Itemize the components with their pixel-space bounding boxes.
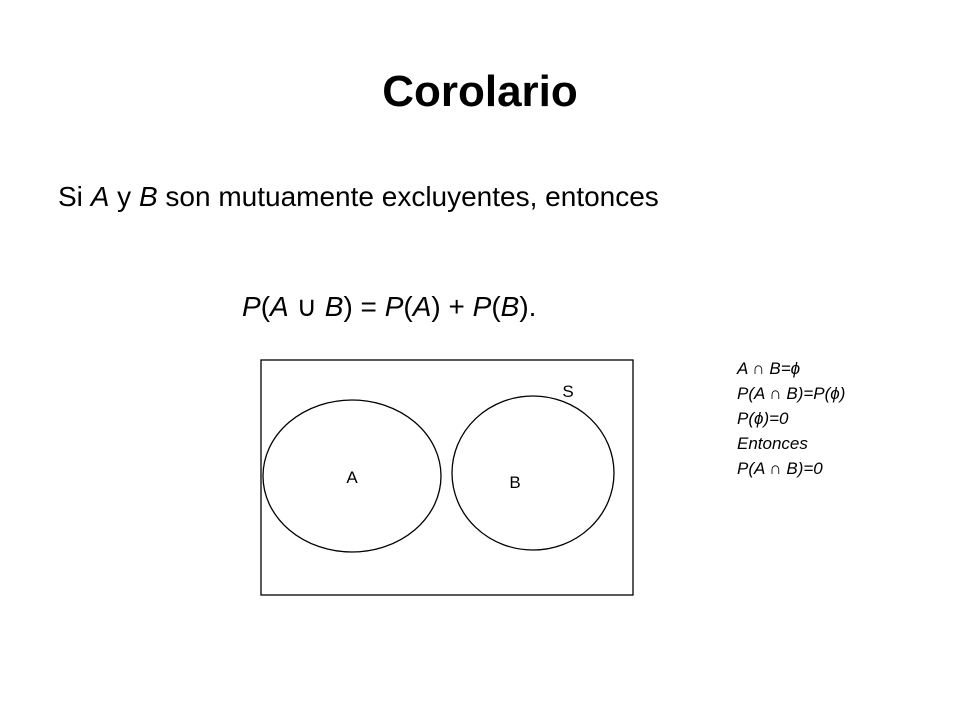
note-line: Entonces xyxy=(737,434,808,453)
note-line: A ∩ B=ϕ xyxy=(737,359,801,378)
set-a-label: A xyxy=(346,468,358,487)
note-line: P(ϕ)=0 xyxy=(737,409,789,428)
set-a-variable: A xyxy=(90,181,110,212)
slide-title: Corolario xyxy=(382,67,578,116)
intersection-notes xyxy=(737,356,845,481)
theorem-statement: Si A y B son mutuamente excluyentes, entonces xyxy=(58,181,659,212)
set-b-variable: B xyxy=(138,181,158,212)
note-line: P(A ∩ B)=P(ϕ) xyxy=(737,384,846,403)
set-b-label: B xyxy=(509,473,521,492)
sample-space-label: S xyxy=(562,382,574,401)
sample-space-rectangle xyxy=(261,360,633,595)
set-b-circle xyxy=(452,396,614,550)
note-line: P(A ∩ B)=0 xyxy=(737,459,823,478)
union-probability-formula: P(A ∪ B) = P(A) + P(B). xyxy=(242,291,537,322)
